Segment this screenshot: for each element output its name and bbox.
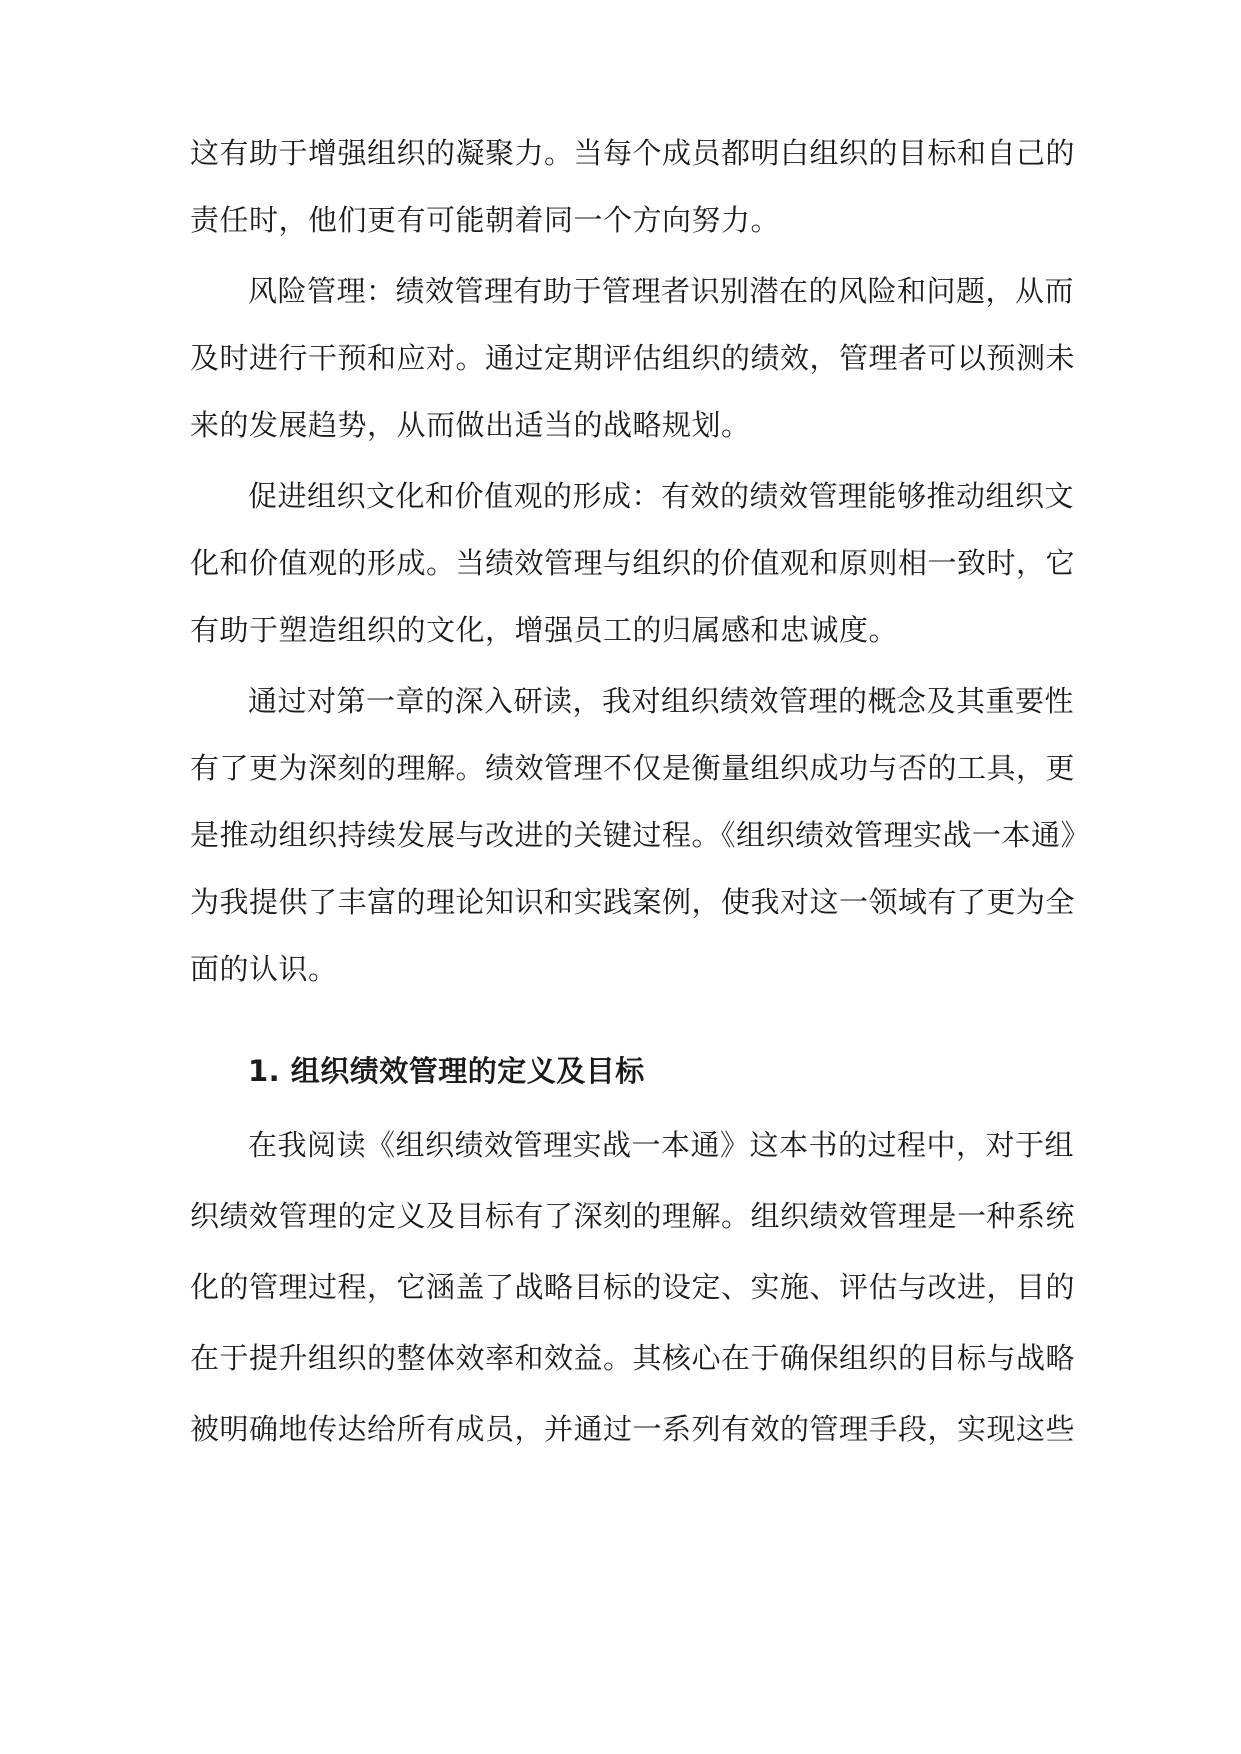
paragraph-line: 在我阅读《组织绩效管理实战一本通》这本书的过程中，对于组 — [248, 1128, 1075, 1162]
paragraph-line: 责任时，他们更有可能朝着同一个方向努力。 — [190, 203, 781, 237]
paragraph-line: 化的管理过程，它涵盖了战略目标的设定、实施、评估与改进，目的 — [190, 1270, 1076, 1304]
paragraph-line: 来的发展趋势，从而做出适当的战略规划。 — [190, 408, 751, 442]
paragraph-line: 通过对第一章的深入研读，我对组织绩效管理的概念及其重要性 — [248, 684, 1075, 718]
paragraph-line: 风险管理：绩效管理有助于管理者识别潜在的风险和问题，从而 — [248, 274, 1075, 308]
paragraph-line: 面的认识。 — [190, 952, 338, 986]
paragraph-line: 有助于塑造组织的文化，增强员工的归属感和忠诚度。 — [190, 613, 899, 647]
paragraph-line: 化和价值观的形成。当绩效管理与组织的价值观和原则相一致时，它 — [190, 546, 1076, 580]
paragraph-line: 促进组织文化和价值观的形成：有效的绩效管理能够推动组织文 — [248, 479, 1075, 513]
paragraph-line: 在于提升组织的整体效率和效益。其核心在于确保组织的目标与战略 — [190, 1341, 1076, 1375]
paragraph-line: 及时进行干预和应对。通过定期评估组织的绩效，管理者可以预测未 — [190, 341, 1076, 375]
paragraph-line: 为我提供了丰富的理论知识和实践案例，使我对这一领域有了更为全 — [190, 885, 1076, 919]
paragraph-line: 有了更为深刻的理解。绩效管理不仅是衡量组织成功与否的工具，更 — [190, 751, 1076, 785]
paragraph-line: 被明确地传达给所有成员，并通过一系列有效的管理手段，实现这些 — [190, 1412, 1076, 1446]
paragraph-line: 是推动组织持续发展与改进的关键过程。《组织绩效管理实战一本通》 — [190, 818, 1091, 852]
section-heading: 1. 组织绩效管理的定义及目标 — [248, 1054, 645, 1088]
paragraph-line: 这有助于增强组织的凝聚力。当每个成员都明白组织的目标和自己的 — [190, 136, 1076, 170]
paragraph-line: 织绩效管理的定义及目标有了深刻的理解。组织绩效管理是一种系统 — [190, 1199, 1076, 1233]
